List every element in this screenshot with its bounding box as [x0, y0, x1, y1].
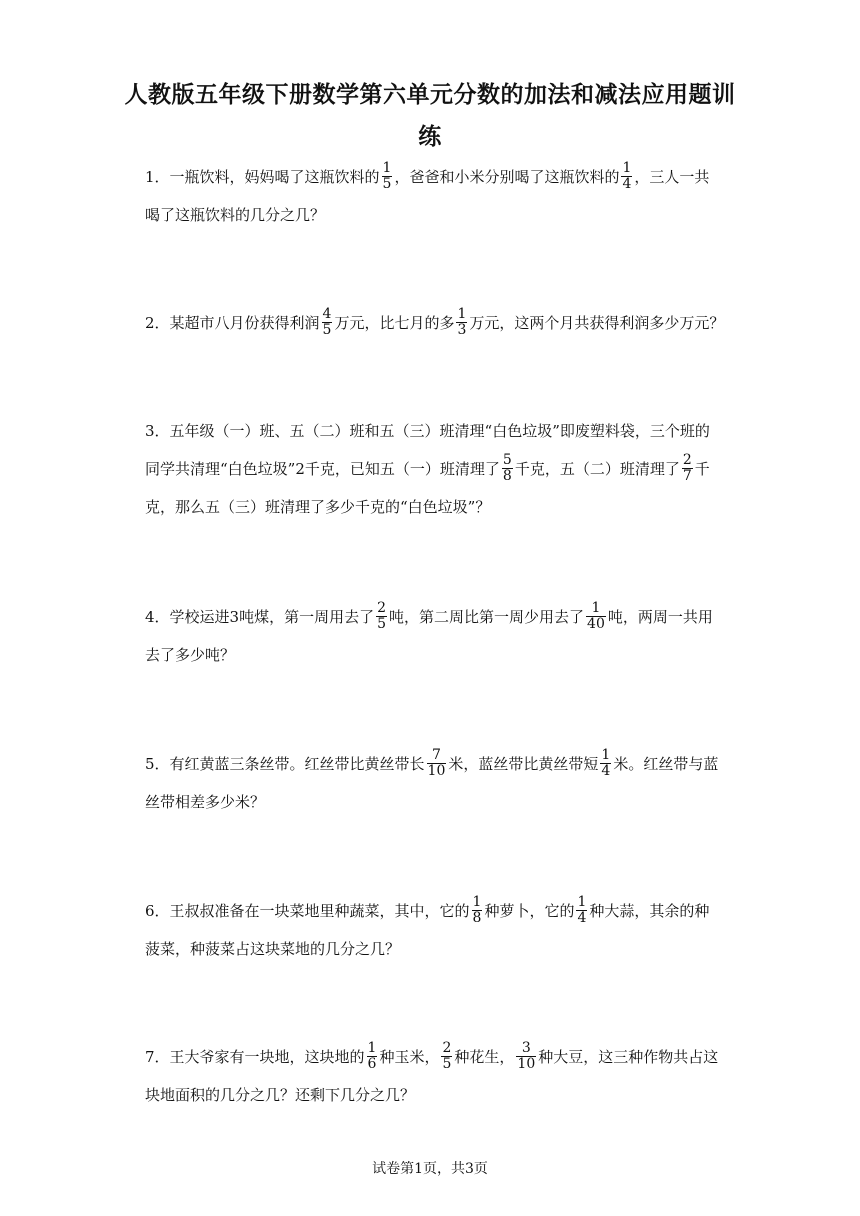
- denominator: 4: [601, 762, 611, 779]
- fraction: [621, 161, 632, 192]
- numerator: 1: [382, 159, 392, 176]
- text: 万元，这两个月共获得利润多少万元？: [469, 314, 725, 332]
- fraction: [682, 453, 693, 484]
- denominator: 8: [472, 909, 482, 926]
- numerator: 5: [502, 451, 512, 468]
- question-line: 克，那么五（三）班清理了多少千克的“白色垃圾”？: [145, 498, 491, 516]
- question-2: [145, 304, 725, 342]
- fraction: [502, 453, 513, 484]
- fraction: [576, 895, 587, 926]
- page-title-line-1: 人教版五年级下册数学第六单元分数的加法和减法应用题训: [124, 82, 736, 108]
- numerator: 2: [442, 1039, 452, 1056]
- question-line: [145, 598, 720, 636]
- question-line: 丝带相差多少米？: [145, 793, 266, 811]
- text: 吨，两周一共用: [607, 608, 713, 626]
- denominator: 5: [442, 1055, 452, 1072]
- question-line: [145, 892, 720, 930]
- numerator: 3: [516, 1041, 536, 1057]
- denominator: 3: [457, 321, 467, 338]
- question-line: 块地面积的几分之几？还剩下几分之几？: [145, 1086, 416, 1104]
- fraction: [322, 307, 333, 338]
- text: 2．某超市八月份获得利润: [145, 314, 320, 332]
- text: ，爸爸和小米分别喝了这瓶饮料的: [394, 168, 620, 186]
- fraction: [516, 1041, 536, 1072]
- fraction: [382, 161, 393, 192]
- fraction: [376, 601, 387, 632]
- denominator: 4: [622, 175, 632, 192]
- numerator: 1: [586, 601, 606, 617]
- numerator: 1: [457, 305, 467, 322]
- denominator: 5: [382, 175, 392, 192]
- numerator: 7: [427, 748, 447, 764]
- numerator: 1: [367, 1039, 377, 1056]
- text: 5．有红黄蓝三条丝带。红丝带比黄丝带长: [145, 755, 425, 773]
- text: 1．一瓶饮料，妈妈喝了这瓶饮料的: [145, 168, 380, 186]
- text: 4．学校运进3吨煤，第一周用去了: [145, 608, 375, 626]
- question-line: 3．五年级（一）班、五（二）班和五（三）班清理“白色垃圾”即废塑料袋，三个班的: [145, 422, 710, 440]
- numerator: 1: [601, 746, 611, 763]
- text: 千: [694, 460, 710, 478]
- denominator: 5: [377, 615, 387, 632]
- denominator: 4: [577, 909, 587, 926]
- text: 万元，比七月的多: [334, 314, 455, 332]
- question-line: [145, 450, 720, 488]
- question-line: [145, 745, 720, 783]
- question-line: 喝了这瓶饮料的几分之几？: [145, 206, 326, 224]
- numerator: 2: [377, 599, 387, 616]
- question-4: [145, 598, 720, 674]
- fraction: [586, 601, 606, 632]
- denominator: 40: [587, 615, 605, 632]
- text: 吨，第二周比第一周少用去了: [389, 608, 585, 626]
- question-5: [145, 745, 720, 821]
- question-1: [145, 158, 720, 234]
- denominator: 5: [322, 321, 332, 338]
- question-3: [145, 412, 720, 526]
- numerator: 1: [577, 893, 587, 910]
- text: 7．王大爷家有一块地，这块地的: [145, 1048, 365, 1066]
- numerator: 2: [682, 451, 692, 468]
- denominator: 10: [427, 762, 446, 779]
- question-line: [145, 304, 725, 342]
- numerator: 1: [472, 893, 482, 910]
- question-line: 菠菜，种菠菜占这块菜地的几分之几？: [145, 940, 401, 958]
- text: 种萝卜，它的: [484, 902, 575, 920]
- question-line: [145, 158, 720, 196]
- denominator: 8: [502, 467, 512, 484]
- question-line: [145, 1038, 720, 1076]
- text: 千克，五（二）班清理了: [514, 460, 680, 478]
- text: 6．王叔叔准备在一块菜地里种蔬菜，其中，它的: [145, 902, 470, 920]
- text: 种玉米，: [379, 1048, 440, 1066]
- denominator: 7: [682, 467, 692, 484]
- numerator: 1: [622, 159, 632, 176]
- fraction: [441, 1041, 452, 1072]
- fraction: [427, 748, 447, 779]
- page-title-line-2: 练: [418, 124, 442, 150]
- page-footer: 试卷第1页，共3页: [372, 1161, 488, 1177]
- question-7: [145, 1038, 720, 1114]
- fraction: [472, 895, 483, 926]
- question-line: 去了多少吨？: [145, 646, 236, 664]
- text: 米。红丝带与蓝: [613, 755, 719, 773]
- text: 同学共清理“白色垃圾”2千克，已知五（一）班清理了: [145, 460, 500, 478]
- denominator: 10: [517, 1055, 536, 1072]
- numerator: 4: [322, 305, 332, 322]
- fraction: [456, 307, 467, 338]
- denominator: 6: [367, 1055, 377, 1072]
- text: 米，蓝丝带比黄丝带短: [448, 755, 599, 773]
- text: 种花生，: [454, 1048, 515, 1066]
- text: 种大豆，这三种作物共占这: [538, 1048, 719, 1066]
- text: 种大蒜，其余的种: [589, 902, 710, 920]
- text: ，三人一共: [634, 168, 710, 186]
- fraction: [367, 1041, 378, 1072]
- fraction: [600, 748, 611, 779]
- question-6: [145, 892, 720, 968]
